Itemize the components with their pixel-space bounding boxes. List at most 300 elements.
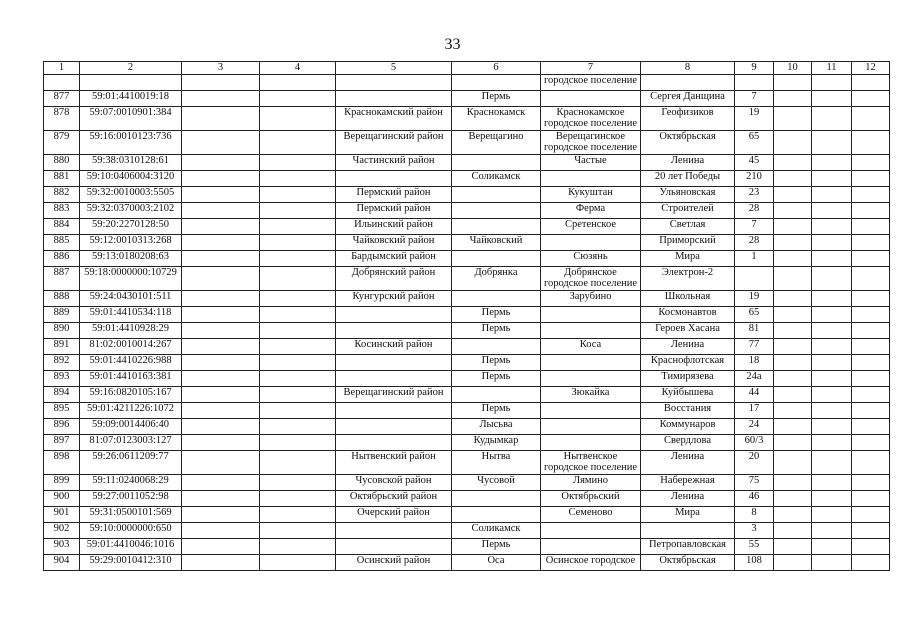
street-cell: Октябрьская [641,555,735,571]
column-3-cell [182,451,260,475]
row-number-cell: 887 [44,267,80,291]
cadastral-number-cell: 59:13:0180208:63 [80,251,182,267]
column-3-cell [182,307,260,323]
column-12-cell [852,539,890,555]
column-3-cell [182,203,260,219]
column-3-cell [182,419,260,435]
column-header: 12 [852,62,890,75]
district-cell: Октябрьский район [336,491,452,507]
row-number-cell: 882 [44,187,80,203]
column-11-cell [812,307,852,323]
column-10-cell [774,523,812,539]
settlement-cell: Зарубино [541,291,641,307]
column-12-cell [852,75,890,91]
street-cell: Петропавловская [641,539,735,555]
column-12-cell [852,267,890,291]
column-11-cell [812,291,852,307]
column-3-cell [182,187,260,203]
settlement-cell: Кукуштан [541,187,641,203]
column-4-cell [260,267,336,291]
street-cell: Тимирязева [641,371,735,387]
row-number-cell: 890 [44,323,80,339]
column-10-cell [774,323,812,339]
column-10-cell [774,219,812,235]
street-cell: Космонавтов [641,307,735,323]
row-number-cell: 903 [44,539,80,555]
city-cell: Оса [452,555,541,571]
column-4-cell [260,323,336,339]
house-number-cell: 108 [735,555,774,571]
house-number-cell: 18 [735,355,774,371]
district-cell [336,355,452,371]
column-10-cell [774,307,812,323]
row-number-cell: 895 [44,403,80,419]
row-number-cell: 896 [44,419,80,435]
column-12-cell [852,107,890,131]
district-cell [336,307,452,323]
settlement-cell: Краснокамское городское поселение [541,107,641,131]
column-3-cell [182,387,260,403]
column-11-cell [812,91,852,107]
district-cell [336,75,452,91]
city-cell: Пермь [452,355,541,371]
column-4-cell [260,555,336,571]
column-3-cell [182,171,260,187]
column-12-cell [852,203,890,219]
district-cell [336,523,452,539]
column-4-cell [260,307,336,323]
street-cell: Ленина [641,339,735,355]
city-cell: Пермь [452,539,541,555]
house-number-cell: 1 [735,251,774,267]
row-number-cell: 897 [44,435,80,451]
table-row [44,107,890,131]
city-cell [452,251,541,267]
column-12-cell [852,251,890,267]
house-number-cell: 7 [735,219,774,235]
street-cell: Коммунаров [641,419,735,435]
district-cell: Частинский район [336,155,452,171]
column-3-cell [182,475,260,491]
district-cell [336,91,452,107]
column-10-cell [774,555,812,571]
street-cell: Школьная [641,291,735,307]
settlement-cell [541,171,641,187]
row-number-cell: 888 [44,291,80,307]
settlement-cell: Добрянское городское поселение [541,267,641,291]
column-3-cell [182,403,260,419]
column-10-cell [774,539,812,555]
row-number-cell: 878 [44,107,80,131]
city-cell [452,387,541,403]
column-12-cell [852,291,890,307]
column-11-cell [812,403,852,419]
cadastral-number-cell: 59:16:0010123:736 [80,131,182,155]
cadastral-number-cell: 59:07:0010901:384 [80,107,182,131]
column-10-cell [774,475,812,491]
column-11-cell [812,203,852,219]
column-4-cell [260,339,336,355]
column-4-cell [260,371,336,387]
house-number-cell: 60/3 [735,435,774,451]
column-12-cell [852,491,890,507]
street-cell: Светлая [641,219,735,235]
city-cell: Соликамск [452,171,541,187]
settlement-cell: Сретенское [541,219,641,235]
street-cell: Приморский [641,235,735,251]
district-cell: Нытвенский район [336,451,452,475]
column-4-cell [260,203,336,219]
house-number-cell: 7 [735,91,774,107]
settlement-cell: Частые [541,155,641,171]
row-number-cell: 894 [44,387,80,403]
column-11-cell [812,171,852,187]
column-4-cell [260,251,336,267]
table-row [44,219,890,235]
column-3-cell [182,75,260,91]
settlement-cell: Верещагинское городское поселение [541,131,641,155]
house-number-cell: 55 [735,539,774,555]
table-row [44,435,890,451]
settlement-cell [541,419,641,435]
column-11-cell [812,491,852,507]
row-number-cell: 891 [44,339,80,355]
house-number-cell: 46 [735,491,774,507]
cadastral-number-cell: 59:01:4410046:1016 [80,539,182,555]
column-4-cell [260,403,336,419]
column-header: 11 [812,62,852,75]
table-row [44,251,890,267]
house-number-cell: 45 [735,155,774,171]
column-11-cell [812,507,852,523]
city-cell [452,75,541,91]
column-3-cell [182,107,260,131]
column-3-cell [182,339,260,355]
city-cell: Краснокамск [452,107,541,131]
column-11-cell [812,155,852,171]
column-12-cell [852,475,890,491]
table-body [44,75,890,571]
cadastral-number-cell: 59:16:0820105:167 [80,387,182,403]
column-4-cell [260,107,336,131]
column-3-cell [182,155,260,171]
table-row [44,323,890,339]
column-3-cell [182,523,260,539]
column-header: 3 [182,62,260,75]
column-10-cell [774,267,812,291]
district-cell: Осинский район [336,555,452,571]
district-cell [336,323,452,339]
district-cell: Пермский район [336,203,452,219]
district-cell [336,403,452,419]
city-cell: Кудымкар [452,435,541,451]
row-number-cell: 884 [44,219,80,235]
column-header: 9 [735,62,774,75]
column-4-cell [260,291,336,307]
column-3-cell [182,539,260,555]
district-cell: Бардымский район [336,251,452,267]
table-row [44,419,890,435]
column-4-cell [260,523,336,539]
column-10-cell [774,419,812,435]
street-cell: Мира [641,507,735,523]
cadastral-number-cell: 59:12:0010313:268 [80,235,182,251]
column-4-cell [260,451,336,475]
registry-table [43,61,890,571]
cadastral-number-cell: 59:32:0010003:5505 [80,187,182,203]
column-4-cell [260,475,336,491]
district-cell: Ильинский район [336,219,452,235]
column-12-cell [852,339,890,355]
settlement-cell [541,235,641,251]
column-3-cell [182,355,260,371]
column-header: 2 [80,62,182,75]
cadastral-number-cell: 59:26:0611209:77 [80,451,182,475]
column-12-cell [852,131,890,155]
row-number-cell: 893 [44,371,80,387]
table-row [44,451,890,475]
cadastral-number-cell: 81:07:0123003:127 [80,435,182,451]
row-number-cell: 899 [44,475,80,491]
column-11-cell [812,235,852,251]
table-row [44,339,890,355]
column-10-cell [774,507,812,523]
house-number-cell: 75 [735,475,774,491]
district-cell: Пермский район [336,187,452,203]
house-number-cell: 17 [735,403,774,419]
column-4-cell [260,435,336,451]
street-cell: Строителей [641,203,735,219]
cadastral-number-cell: 59:29:0010412:310 [80,555,182,571]
table-row [44,171,890,187]
column-10-cell [774,251,812,267]
cadastral-number-cell: 59:10:0000000:650 [80,523,182,539]
table-row [44,187,890,203]
column-10-cell [774,155,812,171]
street-cell: Ленина [641,491,735,507]
column-12-cell [852,91,890,107]
house-number-cell: 65 [735,131,774,155]
column-3-cell [182,91,260,107]
column-11-cell [812,219,852,235]
city-cell: Верещагино [452,131,541,155]
street-cell: Электрон-2 [641,267,735,291]
house-number-cell: 19 [735,291,774,307]
house-number-cell [735,267,774,291]
row-number-cell [44,75,80,91]
settlement-cell [541,355,641,371]
row-number-cell: 902 [44,523,80,539]
row-number-cell: 892 [44,355,80,371]
settlement-cell [541,539,641,555]
row-number-cell: 880 [44,155,80,171]
city-cell: Соликамск [452,523,541,539]
column-12-cell [852,235,890,251]
street-cell [641,523,735,539]
city-cell: Пермь [452,403,541,419]
column-12-cell [852,555,890,571]
street-cell: Сергея Данщина [641,91,735,107]
column-12-cell [852,523,890,539]
column-4-cell [260,491,336,507]
column-4-cell [260,235,336,251]
table-row [44,91,890,107]
header-row [44,62,890,75]
column-4-cell [260,387,336,403]
column-12-cell [852,387,890,403]
column-4-cell [260,91,336,107]
column-11-cell [812,355,852,371]
column-3-cell [182,219,260,235]
column-11-cell [812,435,852,451]
cadastral-number-cell: 59:01:4410163:381 [80,371,182,387]
district-cell: Добрянский район [336,267,452,291]
table-row [44,523,890,539]
column-12-cell [852,403,890,419]
cadastral-number-cell: 59:01:4410928:29 [80,323,182,339]
house-number-cell: 23 [735,187,774,203]
column-4-cell [260,131,336,155]
street-cell: 20 лет Победы [641,171,735,187]
column-12-cell [852,371,890,387]
district-cell [336,371,452,387]
column-11-cell [812,451,852,475]
column-11-cell [812,107,852,131]
settlement-cell [541,91,641,107]
column-header: 5 [336,62,452,75]
column-12-cell [852,323,890,339]
settlement-cell: Осинское городское [541,555,641,571]
street-cell: Мира [641,251,735,267]
city-cell [452,491,541,507]
column-12-cell [852,355,890,371]
column-10-cell [774,235,812,251]
settlement-cell [541,323,641,339]
house-number-cell: 3 [735,523,774,539]
column-10-cell [774,75,812,91]
cadastral-number-cell: 59:32:0370003:2102 [80,203,182,219]
column-3-cell [182,435,260,451]
row-number-cell: 901 [44,507,80,523]
column-10-cell [774,187,812,203]
city-cell [452,155,541,171]
column-10-cell [774,403,812,419]
column-11-cell [812,187,852,203]
cadastral-number-cell: 59:38:0310128:61 [80,155,182,171]
table-row [44,267,890,291]
district-cell [336,539,452,555]
district-cell: Чайковский район [336,235,452,251]
row-number-cell: 885 [44,235,80,251]
settlement-cell: Нытвенское городское поселение [541,451,641,475]
cadastral-number-cell: 59:01:4211226:1072 [80,403,182,419]
row-number-cell: 881 [44,171,80,187]
column-4-cell [260,75,336,91]
column-3-cell [182,371,260,387]
column-4-cell [260,419,336,435]
column-11-cell [812,419,852,435]
house-number-cell: 44 [735,387,774,403]
settlement-cell [541,523,641,539]
settlement-cell [541,307,641,323]
street-cell: Ленина [641,451,735,475]
street-cell: Октябрьская [641,131,735,155]
table-row [44,235,890,251]
page-number: 33 [444,36,461,53]
settlement-cell: Коса [541,339,641,355]
house-number-cell: 20 [735,451,774,475]
settlement-cell: Ферма [541,203,641,219]
row-number-cell: 898 [44,451,80,475]
city-cell: Чайковский [452,235,541,251]
city-cell: Пермь [452,91,541,107]
column-4-cell [260,171,336,187]
city-cell [452,203,541,219]
street-cell: Геофизиков [641,107,735,131]
column-10-cell [774,131,812,155]
column-3-cell [182,235,260,251]
city-cell [452,339,541,355]
column-4-cell [260,539,336,555]
settlement-cell: Семеново [541,507,641,523]
table-row [44,475,890,491]
column-12-cell [852,451,890,475]
column-header: 1 [44,62,80,75]
column-11-cell [812,267,852,291]
street-cell: Ульяновская [641,187,735,203]
house-number-cell: 19 [735,107,774,131]
cadastral-number-cell: 59:10:0406004:3120 [80,171,182,187]
city-cell: Пермь [452,371,541,387]
column-header: 8 [641,62,735,75]
house-number-cell: 210 [735,171,774,187]
settlement-cell: Октябрьский [541,491,641,507]
column-10-cell [774,291,812,307]
column-11-cell [812,339,852,355]
column-11-cell [812,387,852,403]
column-11-cell [812,371,852,387]
column-3-cell [182,131,260,155]
cadastral-number-cell: 59:11:0240068:29 [80,475,182,491]
table-row [44,291,890,307]
column-10-cell [774,91,812,107]
table-row [44,387,890,403]
column-4-cell [260,355,336,371]
table-row [44,355,890,371]
district-cell: Кунгурский район [336,291,452,307]
row-number-cell: 879 [44,131,80,155]
table-row [44,491,890,507]
city-cell: Нытва [452,451,541,475]
settlement-cell [541,403,641,419]
column-4-cell [260,507,336,523]
column-11-cell [812,131,852,155]
column-3-cell [182,491,260,507]
row-number-cell: 900 [44,491,80,507]
column-12-cell [852,507,890,523]
district-cell: Верещагинский район [336,131,452,155]
house-number-cell: 28 [735,235,774,251]
column-10-cell [774,387,812,403]
column-10-cell [774,491,812,507]
house-number-cell: 81 [735,323,774,339]
row-number-cell: 889 [44,307,80,323]
table-row [44,539,890,555]
column-3-cell [182,323,260,339]
column-11-cell [812,539,852,555]
street-cell: Героев Хасана [641,323,735,339]
city-cell: Лысьва [452,419,541,435]
